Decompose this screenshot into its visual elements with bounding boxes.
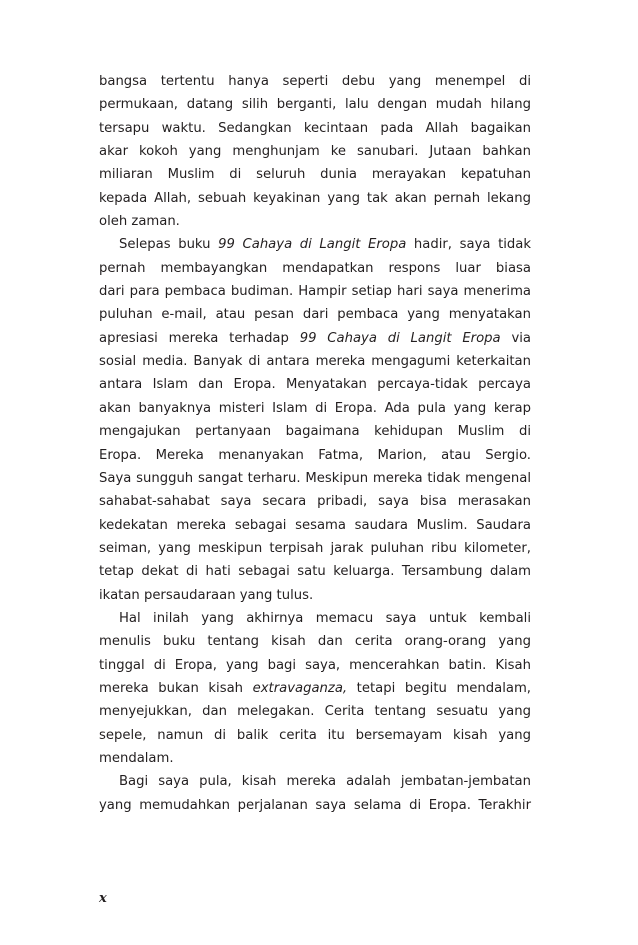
text-line: Hal inilah yang akhirnya memacu saya untuk kembali [119,610,531,626]
text-line: oleh zaman. [99,214,180,230]
text-line: bangsa tertentu hanya seperti debu yang menempel di [99,74,531,89]
text-line: kedekatan mereka sebagai sesama saudara Muslim. Saudara [99,517,531,533]
text-line: sahabat-sahabat saya secara pribadi, saya bisa merasakan [99,494,531,510]
text-line: puluhan e-mail, atau pesan dari pembaca yang menyatakan [99,307,531,323]
text-line: akar kokoh yang menghunjam ke sanubari. Jutaan bahkan [99,144,531,160]
italic-title: 99 Cahaya di Langit Eropa [218,237,407,253]
italic-title: 99 Cahaya di Langit Eropa [299,330,501,346]
text-line: mendalam. [99,750,174,766]
text-line: ikatan persaudaraan yang tulus. [99,587,314,603]
text-line: seiman, yang meskipun terpisah jarak puluhan ribu kilometer, [99,540,531,556]
text-line: Bagi saya pula, kisah mereka adalah jembatan-jembatan [119,774,531,790]
text-line: permukaan, datang silih berganti, lalu dengan mudah hilang [99,97,531,113]
text-line: menyejukkan, dan melegakan. Cerita tentang sesuatu yang [99,704,531,720]
text-line: antara Islam dan Eropa. Menyatakan percaya-tidak percaya [99,377,531,393]
text-line: Selepas buku 99 Cahaya di Langit Eropa hadir, saya tidak [119,237,531,253]
text-line: sepele, namun di balik cerita itu bersemayam kisah yang [99,727,531,743]
text-line: miliaran Muslim di seluruh dunia merayakan kepatuhan [99,167,531,183]
text-line: mereka bukan kisah extravaganza, tetapi begitu mendalam, [99,680,531,696]
text-line: Saya sungguh sangat terharu. Meskipun mereka tidak mengenal [99,470,531,486]
paragraph [99,233,531,607]
text-line: sosial media. Banyak di antara mereka mengagumi keterkaitan [99,354,531,370]
text-line: tinggal di Eropa, yang bagi saya, mencerahkan batin. Kisah [99,657,531,673]
text-line: menulis buku tentang kisah dan cerita orang-orang yang [99,634,531,650]
text-line: apresiasi mereka terhadap 99 Cahaya di Langit Eropa via [99,330,531,346]
body-text [99,70,531,817]
text-line: Eropa. Mereka menanyakan Fatma, Marion, atau Sergio. [99,447,531,463]
text-line: dari para pembaca budiman. Hampir setiap hari saya menerima [99,284,531,300]
text-line: tetap dekat di hati sebagai satu keluarga. Tersambung dalam [99,564,531,580]
paragraph [99,770,531,817]
text-line: mengajukan pertanyaan bagaimana kehidupan Muslim di [99,424,531,440]
text-line: pernah membayangkan mendapatkan respons luar biasa [99,260,531,276]
paragraph [99,70,531,233]
text-line: yang memudahkan perjalanan saya selama di Eropa. Terakhir [99,797,531,813]
italic-title: extravaganza, [252,680,348,696]
text-line: tersapu waktu. Sedangkan kecintaan pada Allah bagaikan [99,120,531,136]
page-number: x [99,891,107,906]
text-line: kepada Allah, sebuah keyakinan yang tak akan pernah lekang [99,190,531,206]
paragraph [99,607,531,770]
text-line: akan banyaknya misteri Islam di Eropa. Ada pula yang kerap [99,400,531,416]
